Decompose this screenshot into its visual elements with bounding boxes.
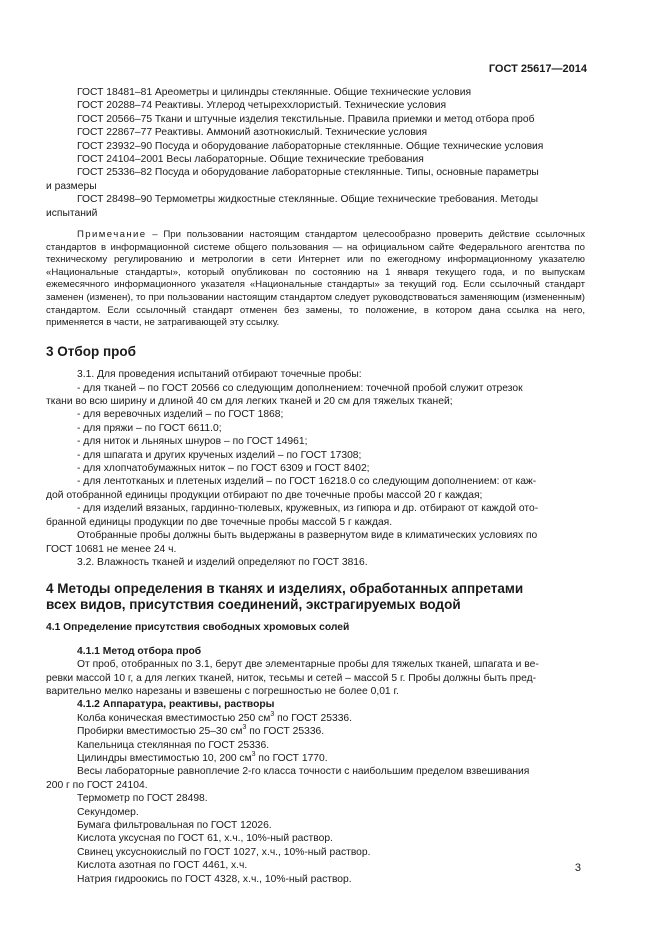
equipment-item: Свинец уксуснокислый по ГОСТ 1027, х.ч., 10%-ный раствор.	[77, 846, 371, 858]
superscript: 3	[270, 710, 275, 718]
equipment-text: Цилиндры вместимостью 10, 200 см	[77, 752, 252, 764]
text-line: 200 г по ГОСТ 24104.	[46, 779, 148, 791]
sampling-intro: 3.1. Для проведения испытаний отбирают точечные пробы:	[77, 369, 362, 381]
page-number: 3	[574, 862, 581, 874]
equipment-item: Кислота азотная по ГОСТ 4461, х.ч.	[77, 860, 248, 872]
equipment-flask	[77, 712, 585, 725]
section-3-title: 3 Отбор проб	[46, 343, 136, 359]
sampling-item: - для хлопчатобумажных ниток – по ГОСТ 6309 и ГОСТ 8402;	[77, 463, 370, 475]
equipment-dropper: Капельница стеклянная по ГОСТ 25336.	[77, 739, 270, 751]
page-content	[46, 86, 585, 886]
text-line: ткани во всю ширину и длиной 40 см для легких тканей и 20 см для тяжелых тканей;	[46, 396, 453, 408]
equipment-item: Бумага фильтровальная по ГОСТ 12026.	[77, 820, 272, 831]
equipment-item: Натрия гидроокись по ГОСТ 4328, х.ч., 10%-ный раствор.	[77, 873, 352, 885]
superscript: 3	[242, 724, 247, 732]
text-line: варительно мелко нарезаны и взвешены с погрешностью не более 0,01 г.	[46, 685, 399, 697]
reference-item: ГОСТ 20288–74 Реактивы. Углерод четыреххлористый. Технические условия	[77, 100, 447, 112]
equipment-text: по ГОСТ 1770.	[255, 752, 328, 764]
references-list	[46, 86, 585, 220]
title-line: всех видов, присутствия соединений, экстрагируемых водой	[46, 597, 461, 613]
note-label: Примечание	[77, 229, 147, 241]
text-line: От проб, отобранных по 3.1, берут две элементарные пробы для тяжелых тканей, шпагата и ве-	[77, 659, 539, 671]
sampling-item: - для шпагата и других крученых изделий – по ГОСТ 17308;	[77, 449, 362, 461]
equipment-list	[46, 710, 585, 886]
reference-item: ГОСТ 22867–77 Реактивы. Аммоний азотнокислый. Технические условия	[77, 127, 428, 139]
sampling-method-paragraph	[46, 658, 585, 698]
reference-item: ГОСТ 20566–75 Ткани и штучные изделия текстильные. Правила приемки и метод отбора проб	[77, 113, 535, 125]
equipment-scales	[46, 765, 585, 792]
equipment-text: по ГОСТ 25336.	[274, 712, 353, 724]
text-line: бранной единицы продукции по две точечные пробы массой 5 г каждая.	[46, 516, 393, 528]
equipment-item: Кислота уксусная по ГОСТ 61, х.ч., 10%-ный раствор.	[77, 833, 333, 845]
document-id-header: ГОСТ 25617—2014	[488, 63, 587, 75]
sampling-item: - для веревочных изделий – по ГОСТ 1868;	[77, 409, 284, 421]
reference-item: ГОСТ 23932–90 Посуда и оборудование лабораторные стеклянные. Общие технические условия	[77, 140, 544, 152]
equipment-item: Термометр по ГОСТ 28498.	[77, 793, 208, 805]
reference-line: испытаний	[46, 207, 98, 219]
section-4-title	[46, 581, 585, 613]
sampling-aging	[46, 529, 585, 556]
section-3-body	[46, 368, 585, 569]
sampling-item: - для ниток и льняных шнуров – по ГОСТ 14961;	[77, 436, 308, 448]
sampling-item: - для пряжи – по ГОСТ 6611.0;	[77, 422, 222, 434]
reference-line: ГОСТ 25336–82 Посуда и оборудование лабораторные стеклянные. Типы, основные параметры	[77, 167, 539, 179]
subsection-4-1-1-title: 4.1.1 Метод отбора проб	[77, 645, 202, 657]
text-line: - для тканей – по ГОСТ 20566 со следующим дополнением: точечной пробой служит отрезок	[77, 382, 523, 394]
reference-item: ГОСТ 24104–2001 Весы лабораторные. Общие технические требования	[77, 154, 424, 166]
text-line: - для изделий вязаных, гардинно-тюлевых, кружевных, из гипюра и др. отбирают от каждой ото-	[77, 503, 539, 515]
text-line: - для лентотканых и плетеных изделий – по ГОСТ 16218.0 со следующим дополнением: от каж-	[77, 476, 537, 488]
text-line: Отобранные пробы должны быть выдержаны в развернутом виде в климатических условиях по	[77, 530, 538, 542]
equipment-tubes	[77, 725, 585, 738]
humidity-paragraph: 3.2. Влажность тканей и изделий определяют по ГОСТ 3816.	[77, 556, 368, 568]
equipment-cylinders	[77, 752, 585, 765]
reference-item-28498	[46, 193, 585, 220]
note-paragraph	[46, 229, 585, 330]
subsection-4-1-2-title: 4.1.2 Аппаратура, реактивы, растворы	[77, 699, 275, 711]
reference-item: ГОСТ 18481–81 Ареометры и цилиндры стеклянные. Общие технические условия	[77, 87, 472, 98]
note-text: – При пользовании настоящим стандартом целесообразно проверить действие ссылочных стандартов в информационной системе общего пользования — на официальном сайте Федерального агентства по техническому регулированию и метрологии в сети Интернет или по ежегодному информационному указателю «Национальные стандарты», который опубликован по состоянию на 1 января текущего года, и по выпускам ежемесячного информационного указателя «Национальные стандарты» за текущий год. Если ссылочный стандарт заменен (изменен), то при пользовании настоящим стандартом следует руководствоваться заменяющим (измененным) стандартом. Если ссылочный стандарт отменен без замены, то положение, в котором дана ссылка на него, применяется в части, не затрагивающей эту ссылку.	[46, 229, 585, 329]
sampling-fabrics	[46, 382, 585, 409]
text-line: Весы лабораторные равноплечие 2-го класса точности с наибольшим пределом взвешивания	[77, 766, 530, 778]
subsection-4-1-title: 4.1 Определение присутствия свободных хромовых солей	[46, 622, 350, 634]
equipment-text: Пробирки вместимостью 25–30 см	[77, 726, 243, 738]
equipment-item: Секундомер.	[77, 806, 139, 818]
equipment-text: по ГОСТ 25336.	[246, 726, 325, 738]
reference-line: ГОСТ 28498–90 Термометры жидкостные стеклянные. Общие технические требования. Методы	[77, 194, 539, 206]
text-line: дой отобранной единицы продукции отбирают по две точечные пробы массой 20 г каждая;	[46, 489, 483, 501]
sampling-knit	[46, 502, 585, 529]
text-line: ГОСТ 10681 не менее 24 ч.	[46, 543, 177, 555]
equipment-text: Колба коническая вместимостью 250 см	[77, 712, 271, 724]
text-line: ревки массой 10 г, а для легких тканей, ниток, тесьмы и сетей – массой 5 г. Пробы должны быть пред-	[46, 672, 537, 684]
title-line: 4 Методы определения в тканях и изделиях, обработанных аппретами	[46, 581, 524, 597]
reference-item-25336	[46, 166, 585, 193]
superscript: 3	[251, 750, 256, 758]
reference-line: и размеры	[46, 180, 97, 192]
sampling-tape	[46, 475, 585, 502]
